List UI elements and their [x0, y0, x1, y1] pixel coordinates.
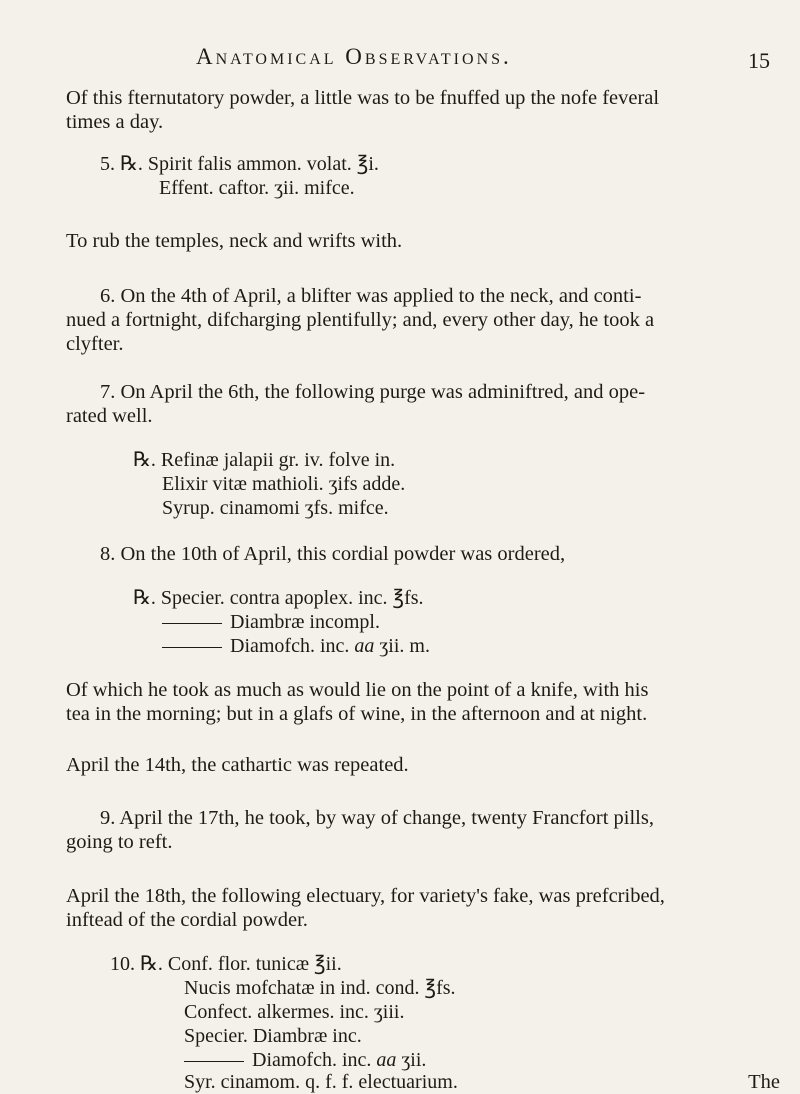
recipe-line [162, 634, 430, 658]
recipe-ingredient: Diamofch. inc. [252, 1049, 377, 1071]
text-line: Of which he took as much as would lie on the point of a knife, with his [66, 679, 649, 701]
catchword: The [748, 1071, 780, 1093]
recipe-line: Elixir vitæ mathioli. ʒifs adde. [162, 473, 406, 495]
recipe-line: 5. ℞. Spirit falis ammon. volat. ℥i. [100, 153, 379, 175]
text-line: clyfter. [66, 333, 124, 355]
page-header [0, 44, 800, 84]
recipe-line: ℞. Refinæ jalapii gr. iv. folve in. [133, 449, 396, 471]
text-line: April the 14th, the cathartic was repeated. [66, 754, 409, 776]
recipe-dose: ʒii. m. [374, 635, 430, 657]
text-line: tea in the morning; but in a glafs of wine, in the afternoon and at night. [66, 703, 648, 725]
text-line: 8. On the 10th of April, this cordial powder was ordered, [100, 543, 566, 565]
text-line: rated well. [66, 405, 153, 427]
recipe-line: Syrup. cinamomi ʒfs. mifce. [162, 497, 389, 519]
recipe-line: Nucis mofchatæ in ind. cond. ℥fs. [184, 977, 456, 999]
text-line: going to reft. [66, 831, 173, 853]
page-number: 15 [748, 48, 770, 73]
ditto-dash [162, 623, 222, 624]
recipe-aa: aa [376, 1049, 397, 1071]
recipe-line: Syr. cinamom. q. f. f. electuarium. [184, 1071, 458, 1093]
running-head: Anatomical Observations. [196, 44, 512, 69]
recipe-line: Specier. Diambræ inc. [184, 1025, 362, 1047]
text-line: 6. On the 4th of April, a blifter was applied to the neck, and conti- [100, 285, 642, 307]
recipe-line: Effent. caftor. ʒii. mifce. [159, 177, 355, 199]
recipe-line [162, 610, 380, 634]
ditto-dash [162, 647, 222, 648]
recipe-dose: ʒii. [396, 1049, 427, 1071]
text-line: 7. On April the 6th, the following purge was adminiftred, and ope- [100, 381, 646, 403]
text-line: times a day. [66, 111, 164, 133]
recipe-line: ℞. Specier. contra apoplex. inc. ℥fs. [133, 587, 424, 609]
ditto-dash [184, 1061, 244, 1062]
text-line: Of this fternutatory powder, a little was to be fnuffed up the nofe feveral [66, 87, 660, 109]
recipe-line: Confect. alkermes. inc. ʒiii. [184, 1001, 405, 1023]
text-line: 9. April the 17th, he took, by way of change, twenty Francfort pills, [100, 807, 654, 829]
text-line: inftead of the cordial powder. [66, 909, 308, 931]
recipe-line: 10. ℞. Conf. flor. tunicæ ℥ii. [110, 953, 342, 975]
recipe-line [184, 1048, 426, 1072]
recipe-aa: aa [354, 635, 375, 657]
text-line: To rub the temples, neck and wrifts with. [66, 230, 403, 252]
recipe-ingredient: Diambræ incompl. [230, 611, 380, 633]
text-line: nued a fortnight, difcharging plentifully; and, every other day, he took a [66, 309, 655, 331]
text-line: April the 18th, the following electuary, for variety's fake, was prefcribed, [66, 885, 665, 907]
recipe-ingredient: Diamofch. inc. [230, 635, 355, 657]
